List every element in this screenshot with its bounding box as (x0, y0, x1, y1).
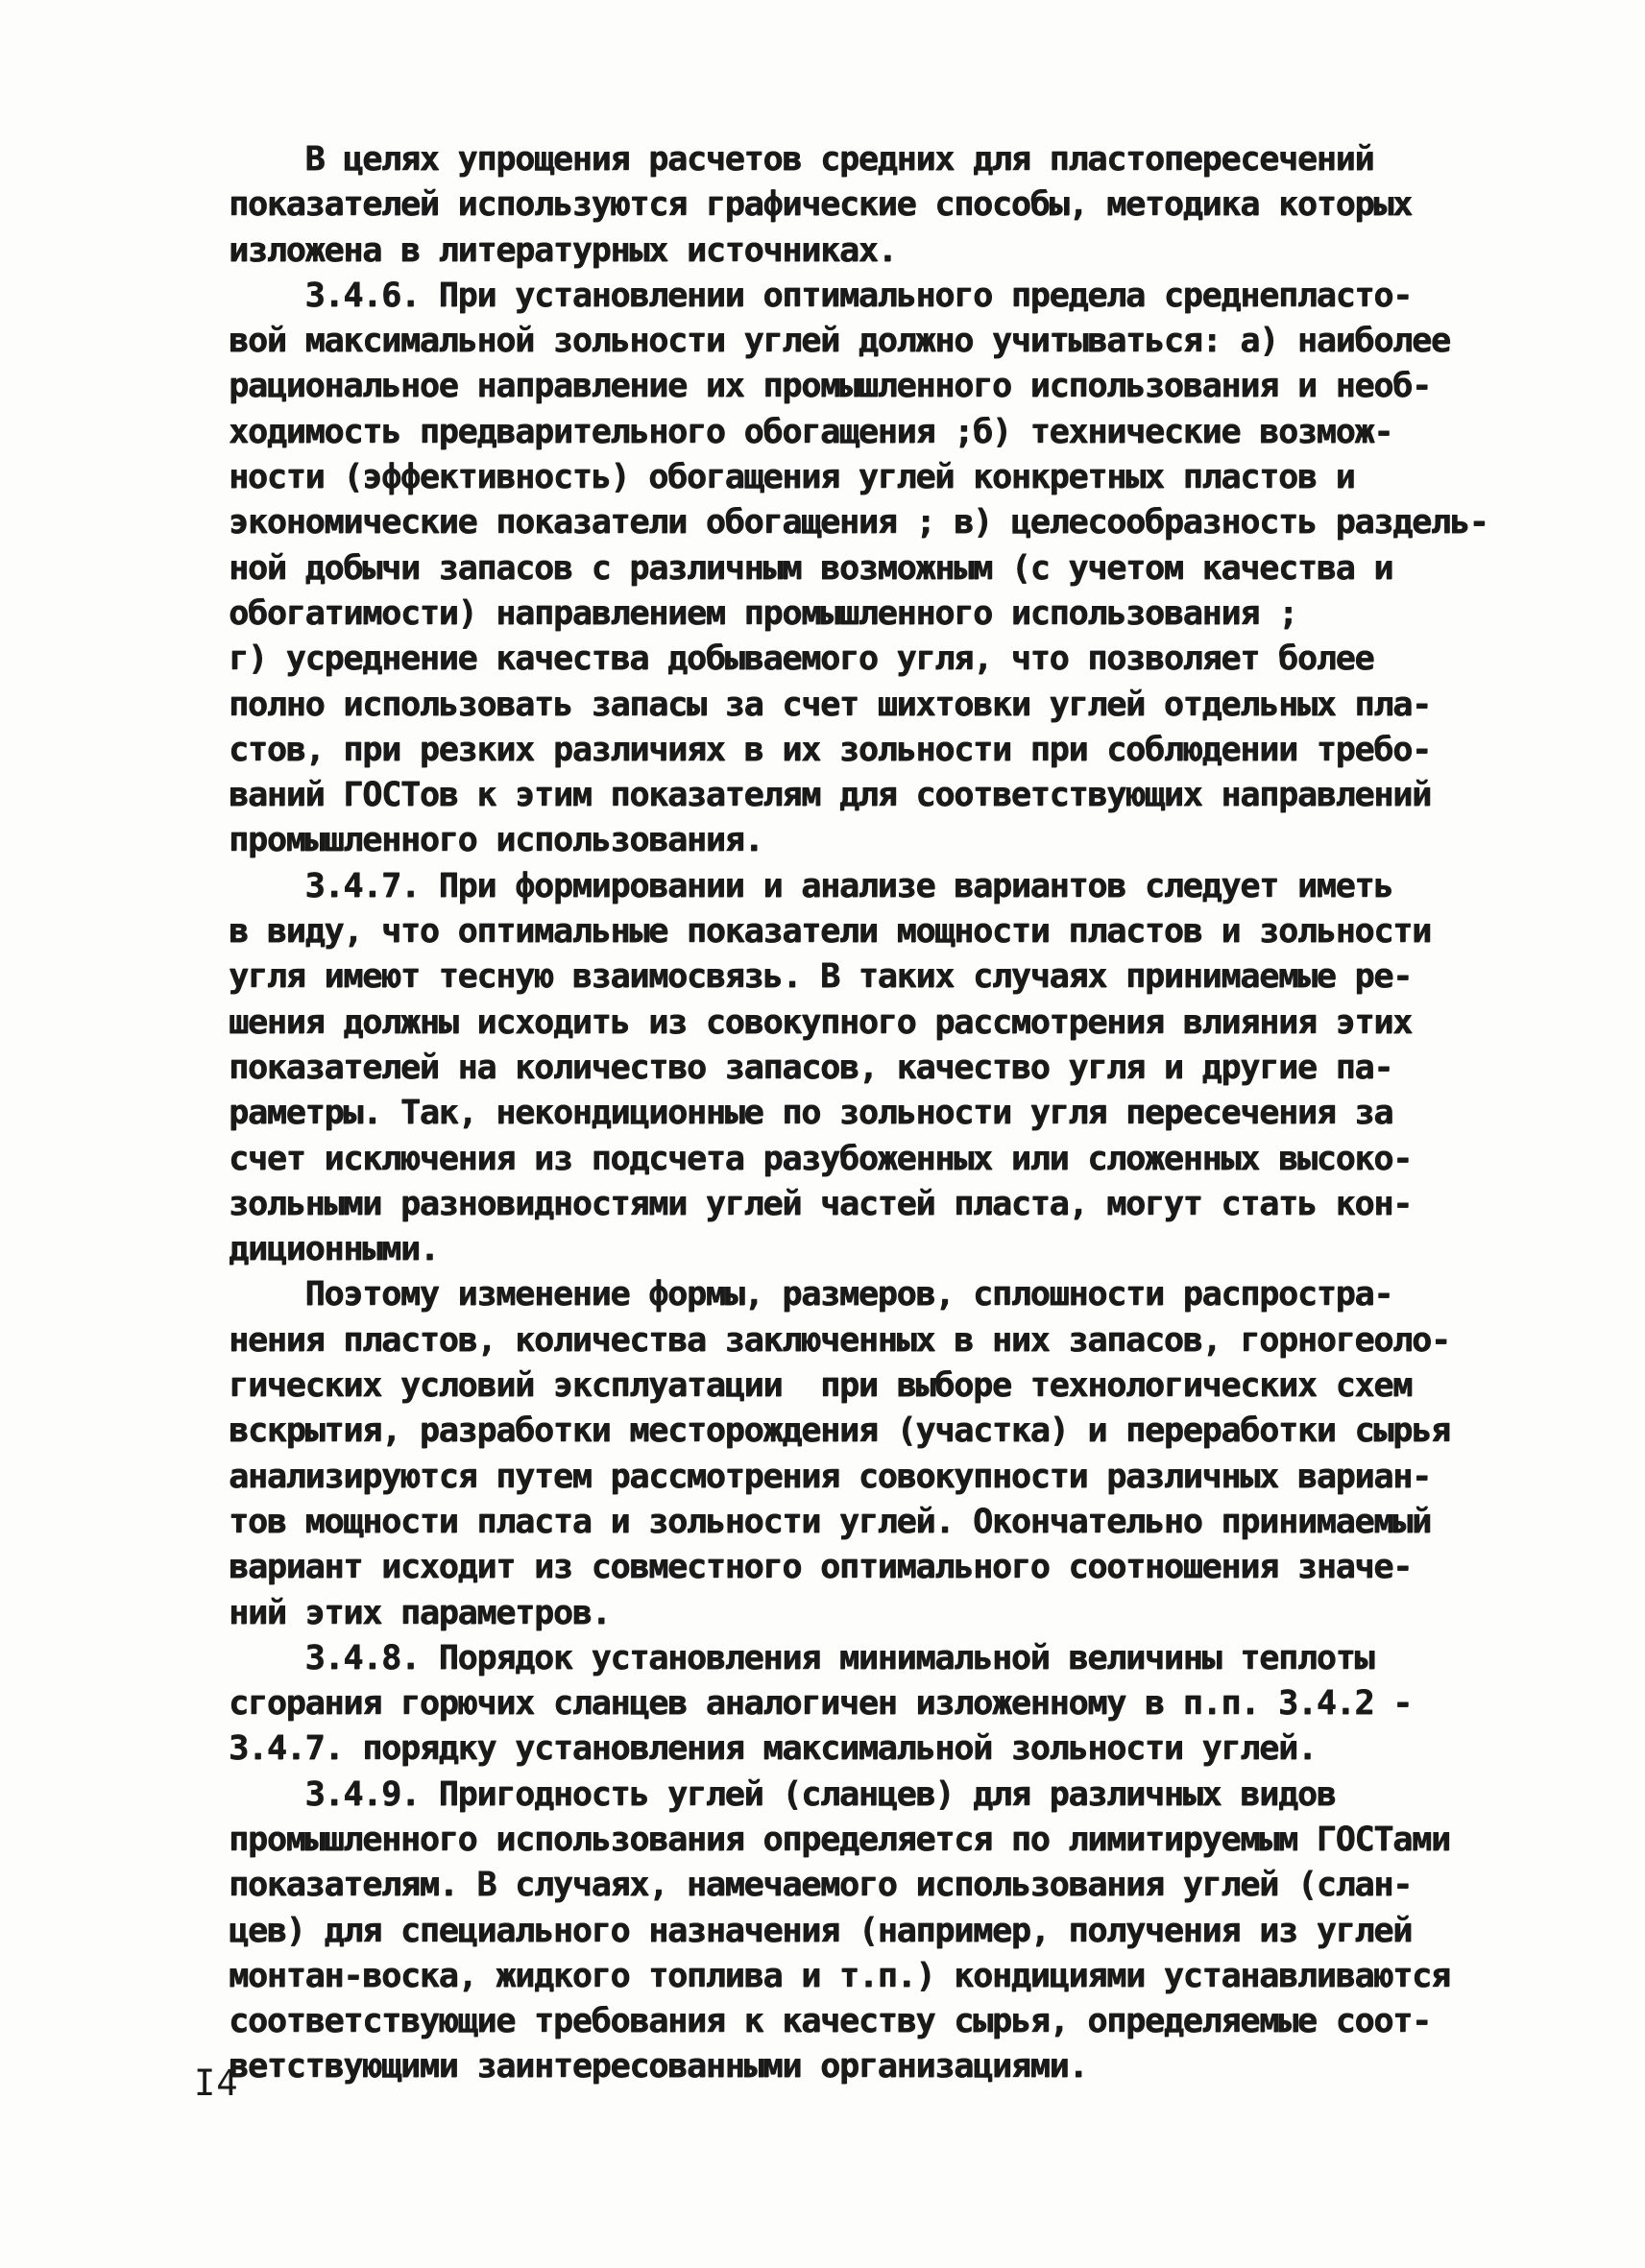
text-line: г) усреднение качества добываемого угля, что позволяет более (229, 639, 1374, 679)
text-line: ности (эффективность) обогащения углей конкретных пластов и (229, 458, 1355, 497)
text-line: 3.4.7. При формировании и анализе вариантов следует иметь (229, 866, 1393, 905)
text-line: монтан-воска, жидкого топлива и т.п.) кондициями устанавливаются (229, 1956, 1450, 1995)
text-line: обогатимости) направлением промышленного использования ; (229, 593, 1297, 633)
text-line: диционными. (229, 1230, 439, 1269)
text-line: 3.4.9. Пригодность углей (сланцев) для различных видов (229, 1774, 1336, 1814)
text-line: в виду, что оптимальные показатели мощности пластов и зольности (229, 912, 1431, 952)
text-line: ветствующими заинтересованными организациями. (229, 2047, 1088, 2087)
text-line: показателям. В случаях, намечаемого использования углей (слан- (229, 1866, 1413, 1905)
text-line: 3.4.6. При установлении оптимального предела среднепласто- (229, 276, 1413, 315)
text-line: Поэтому изменение формы, размеров, сплошности распростра- (229, 1275, 1393, 1315)
text-line: 3.4.8. Порядок установления минимальной величины теплоты (229, 1638, 1374, 1677)
text-line: показателей используются графические способы, методика которых (229, 185, 1413, 225)
text-line: стов, при резких различиях в их зольности при соблюдении требо- (229, 730, 1431, 769)
text-line: цев) для специального назначения (например, получения из углей (229, 1911, 1413, 1950)
text-line: 3.4.7. порядку установления максимальной зольности углей. (229, 1729, 1317, 1769)
text-line: гических условий эксплуатации при выборе технологических схем (229, 1366, 1413, 1406)
text-line: экономические показатели обогащения ; в) целесообразность раздель- (229, 503, 1488, 543)
page-number: I4 (194, 2063, 239, 2104)
text-line: показателей на количество запасов, качество угля и другие па- (229, 1048, 1393, 1087)
text-line: раметры. Так, некондиционные по зольности угля пересечения за (229, 1094, 1393, 1133)
text-line: нения пластов, количества заключенных в них запасов, горногеоло- (229, 1320, 1450, 1360)
text-line: анализируются путем рассмотрения совокупности различных вариан- (229, 1457, 1431, 1496)
text-line: вскрытия, разработки месторождения (участка) и переработки сырья (229, 1411, 1450, 1451)
text-line: зольными разновидностями углей частей пласта, могут стать кон- (229, 1184, 1413, 1223)
text-line: ний этих параметров. (229, 1593, 611, 1632)
text-line: тов мощности пласта и зольности углей. Окончательно принимаемый (229, 1502, 1431, 1541)
text-line: шения должны исходить из совокупного рассмотрения влияния этих (229, 1002, 1413, 1042)
text-line: изложена в литературных источниках. (229, 230, 897, 270)
text-line: В целях упрощения расчетов средних для пластопересечений (229, 140, 1374, 179)
text-line: вой максимальной зольности углей должно учитываться: а) наиболее (229, 322, 1450, 361)
text-line: угля имеют тесную взаимосвязь. В таких случаях принимаемые ре- (229, 957, 1413, 997)
text-line: ходимость предварительного обогащения ;б) технические возмож- (229, 412, 1393, 451)
text-line: соответствующие требования к качеству сырья, определяемые соот- (229, 2002, 1431, 2041)
text-line: полно использовать запасы за счет шихтовки углей отдельных пла- (229, 685, 1431, 724)
text-line: вариант исходит из совместного оптимального соотношения значе- (229, 1548, 1413, 1587)
text-line: счет исключения из подсчета разубоженных или сложенных высоко- (229, 1139, 1413, 1178)
text-line: ной добычи запасов с различным возможным (с учетом качества и (229, 548, 1393, 588)
text-line: ваний ГОСТов к этим показателям для соответствующих направлений (229, 776, 1431, 815)
text-line: сгорания горючих сланцев аналогичен изложенному в п.п. 3.4.2 - (229, 1684, 1413, 1724)
text-line: промышленного использования определяется по лимитируемым ГОСТами (229, 1820, 1450, 1859)
text-line: рациональное направление их промышленного использования и необ- (229, 367, 1431, 406)
body-text (229, 137, 1488, 2090)
text-line: промышленного использования. (229, 821, 763, 860)
